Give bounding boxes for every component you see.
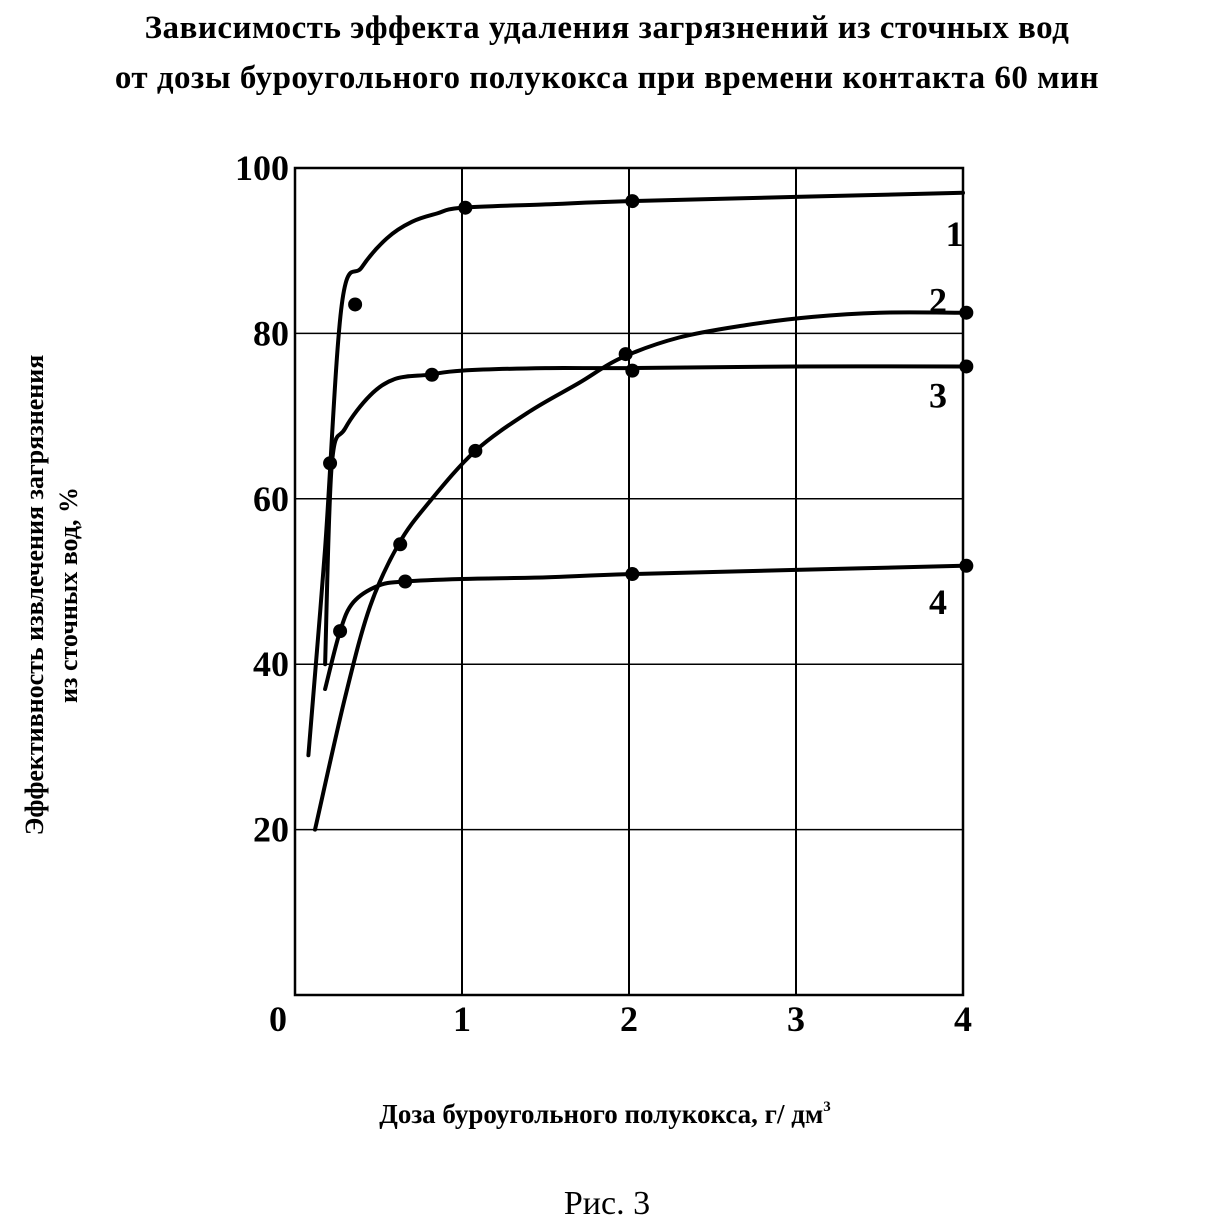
data-point-series-2 [468, 444, 482, 458]
data-point-series-2 [959, 306, 973, 320]
x-tick-label: 2 [620, 999, 638, 1039]
y-tick-label: 20 [253, 809, 289, 850]
chart-title-line-1: Зависимость эффекта удаления загрязнений из сточных вод [144, 10, 1070, 46]
data-point-series-4 [333, 624, 347, 638]
curve-label-3: 3 [928, 375, 947, 416]
x-axis-label-text: Доза буроугольного полукокса, г/ дм [379, 1099, 824, 1129]
series-line-4 [325, 566, 963, 689]
x-tick-labels [269, 999, 972, 1039]
data-point-series-1 [458, 201, 472, 215]
data-point-series-4 [398, 575, 412, 589]
y-tick-labels [235, 148, 289, 850]
data-point-series-3 [959, 359, 973, 373]
series-markers [323, 194, 973, 638]
series-line-2 [315, 312, 963, 829]
figure-caption: Рис. 3 [563, 1185, 651, 1222]
data-point-series-3 [323, 456, 337, 470]
series-lines [308, 193, 963, 830]
y-axis-label-line-2: из сточных вод, % [54, 487, 83, 703]
x-axis-label [379, 1099, 831, 1129]
x-axis-label-superscript: 3 [823, 1099, 831, 1115]
data-point-series-4 [959, 559, 973, 573]
data-point-series-2 [393, 537, 407, 551]
y-tick-label: 80 [253, 313, 289, 354]
y-tick-label: 100 [235, 148, 289, 188]
x-tick-label: 3 [787, 999, 805, 1039]
data-point-series-2 [619, 347, 633, 361]
data-point-series-1 [625, 194, 639, 208]
x-tick-label: 0 [269, 999, 287, 1039]
curve-label-2: 2 [928, 280, 947, 321]
curve-label-4: 4 [928, 582, 947, 623]
curve-label-1: 1 [945, 214, 964, 255]
data-point-series-1 [348, 297, 362, 311]
chart-title-line-2: от дозы буроугольного полукокса при времени контакта 60 мин [114, 60, 1100, 96]
data-point-series-3 [625, 364, 639, 378]
curve-labels [929, 214, 964, 622]
y-tick-label: 40 [253, 644, 289, 685]
y-tick-label: 60 [253, 478, 289, 519]
x-tick-label: 1 [453, 999, 471, 1039]
data-point-series-3 [425, 368, 439, 382]
y-axis-label-line-1: Эффективность извлечения загрязнения [20, 354, 49, 836]
x-tick-label: 4 [954, 999, 972, 1039]
axis-titles [20, 355, 831, 1129]
data-point-series-4 [625, 567, 639, 581]
series-line-1 [308, 193, 963, 755]
